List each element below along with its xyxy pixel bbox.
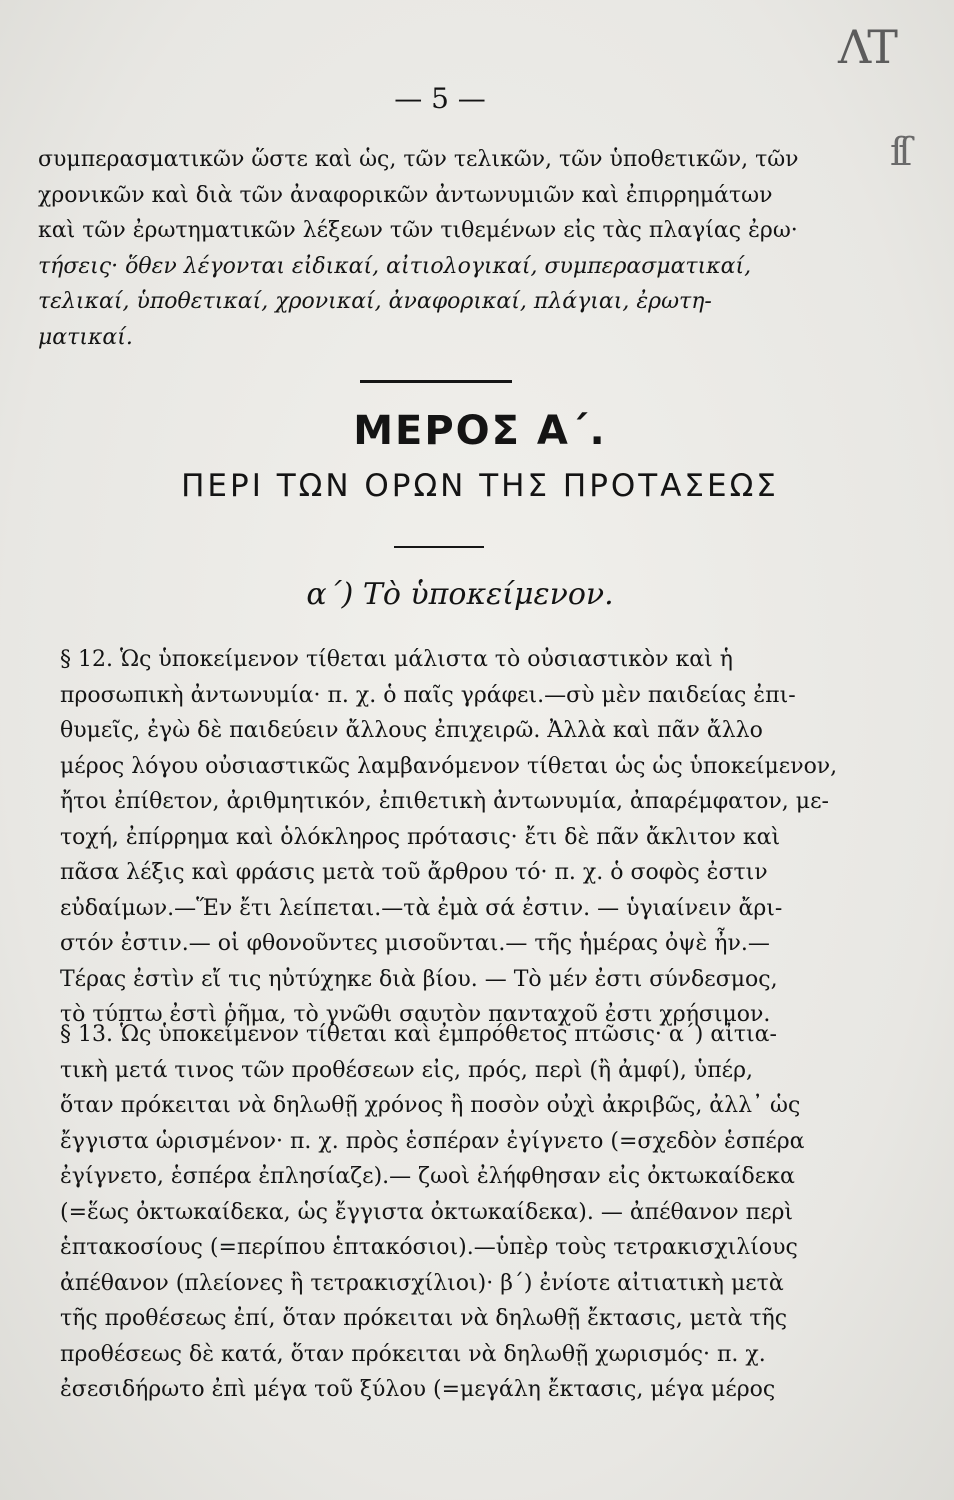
section-title: ΜΕΡΟΣ Α΄. — [353, 408, 607, 454]
text-line: τήσεις· ὅθεν λέγονται εἰδικαί, αἰτιολογικαί, συμπερασματικαί, — [38, 253, 752, 279]
margin-annotation-2: ſſ — [890, 130, 907, 174]
text-line: προσωπικὴ ἀντωνυμία· π. χ. ὁ παῖς γράφει.—σὺ μὲν παιδείας ἐπι- — [60, 682, 796, 708]
margin-annotation: ΛΤ — [838, 20, 894, 74]
text-line: χρονικῶν καὶ διὰ τῶν ἀναφορικῶν ἀντωνυμιῶν καὶ ἐπιρρημάτων — [38, 182, 773, 208]
text-line: ὅταν πρόκειται νὰ δηλωθῇ χρόνος ἢ ποσὸν οὐχὶ ἀκριβῶς, ἀλλ᾽ ὡς — [60, 1093, 801, 1118]
text-line: (=ἕως ὀκτωκαίδεκα, ὡς ἔγγιστα ὀκτωκαίδεκα). — ἀπέθανον περὶ — [60, 1199, 794, 1225]
text-line: ἔγγιστα ὡρισμένον· π. χ. πρὸς ἑσπέραν ἐγίγνετο (=σχεδὸν ἑσπέρα — [60, 1128, 805, 1154]
text-line: τὸ τύπτω ἐστὶ ῥῆμα, τὸ γνῶθι σαυτὸν πανταχοῦ ἐστι χρήσιμον. — [60, 1002, 771, 1027]
subheading: α΄) Τὸ ὑποκείμενον. — [306, 577, 614, 612]
text-line: τοχή, ἐπίρρημα καὶ ὁλόκληρος πρότασις· ἔτι δὲ πᾶν ἄκλιτον καὶ — [60, 824, 781, 850]
text-line: Τέρας ἐστὶν εἴ τις ηὐτύχηκε διὰ βίου. — Τὸ μέν ἐστι σύνδεσμος, — [60, 966, 778, 992]
text-line: ἀπέθανον (πλείονες ἢ τετρακισχίλιοι)· β΄) ἐνίοτε αἰτιατικὴ μετὰ — [60, 1270, 784, 1296]
paragraph-13 — [38, 1017, 838, 1408]
text-line: ἐσεσιδήρωτο ἐπὶ μέγα τοῦ ξύλου (=μεγάλη ἔκτασις, μέγα μέρος — [60, 1377, 776, 1402]
text-line: στόν ἐστιν.— οἱ φθονοῦντες μισοῦνται.— τῆς ἡμέρας ὀψὲ ἦν.— — [60, 931, 770, 956]
text-line: εὐδαίμων.—Ἕν ἔτι λείπεται.—τὰ ἐμὰ σά ἐστιν. — ὑγιαίνειν ἄρι- — [60, 895, 783, 921]
page-number: — 5 — — [394, 82, 486, 115]
text-line: ἑπτακοσίους (=περίπου ἑπτακόσιοι).—ὑπὲρ τοὺς τετρακισχιλίους — [60, 1235, 798, 1260]
text-line: § 12. Ὡς ὑποκείμενον τίθεται μάλιστα τὸ οὐσιαστικὸν καὶ ἡ — [60, 647, 733, 672]
text-line: προθέσεως δὲ κατά, ὅταν πρόκειται νὰ δηλωθῇ χωρισμός· π. χ. — [60, 1341, 766, 1367]
section-subtitle: ΠΕΡΙ ΤΩΝ ΟΡΩΝ ΤΗΣ ΠΡΟΤΑΣΕΩΣ — [181, 468, 779, 504]
divider-rule-short — [394, 546, 484, 548]
text-line: θυμεῖς, ἐγὼ δὲ παιδεύειν ἄλλους ἐπιχειρῶ. Ἀλλὰ καὶ πᾶν ἄλλο — [60, 718, 763, 743]
text-line: § 13. Ὡς ὑποκείμενον τίθεται καὶ ἐμπρόθετος πτῶσις· α΄) αἰτια- — [60, 1022, 777, 1047]
text-line: τῆς προθέσεως ἐπί, ὅταν πρόκειται νὰ δηλωθῇ ἔκτασις, μετὰ τῆς — [60, 1306, 788, 1331]
text-line: τικὴ μετά τινος τῶν προθέσεων εἰς, πρός, περὶ (ἢ ἀμφί), ὑπέρ, — [60, 1057, 753, 1083]
divider-rule — [360, 380, 512, 383]
paragraph-intro — [38, 142, 838, 355]
text-line: συμπερασματικῶν ὥστε καὶ ὡς, τῶν τελικῶν, τῶν ὑποθετικῶν, τῶν — [38, 147, 799, 172]
text-line: ἐγίγνετο, ἑσπέρα ἐπλησίαζε).— ζωοὶ ἐλήφθησαν εἰς ὀκτωκαίδεκα — [60, 1164, 795, 1189]
text-line: ἤτοι ἐπίθετον, ἀριθμητικόν, ἐπιθετικὴ ἀντωνυμία, ἀπαρέμφατον, με- — [60, 789, 829, 814]
paragraph-12 — [38, 642, 838, 1033]
text-line: πᾶσα λέξις καὶ φράσις μετὰ τοῦ ἄρθρου τό· π. χ. ὁ σοφὸς ἐστιν — [60, 860, 768, 885]
text-line: μέρος λόγου οὐσιαστικῶς λαμβανόμενον τίθεται ὡς ὡς ὑποκείμενον, — [60, 753, 838, 779]
text-line: ματικαί. — [38, 324, 133, 350]
text-line: καὶ τῶν ἐρωτηματικῶν λέξεων τῶν τιθεμένων εἰς τὰς πλαγίας ἐρω· — [38, 218, 798, 243]
text-line: τελικαί, ὑποθετικαί, χρονικαί, ἀναφορικαί, πλάγιαι, ἐρωτη- — [38, 289, 712, 314]
